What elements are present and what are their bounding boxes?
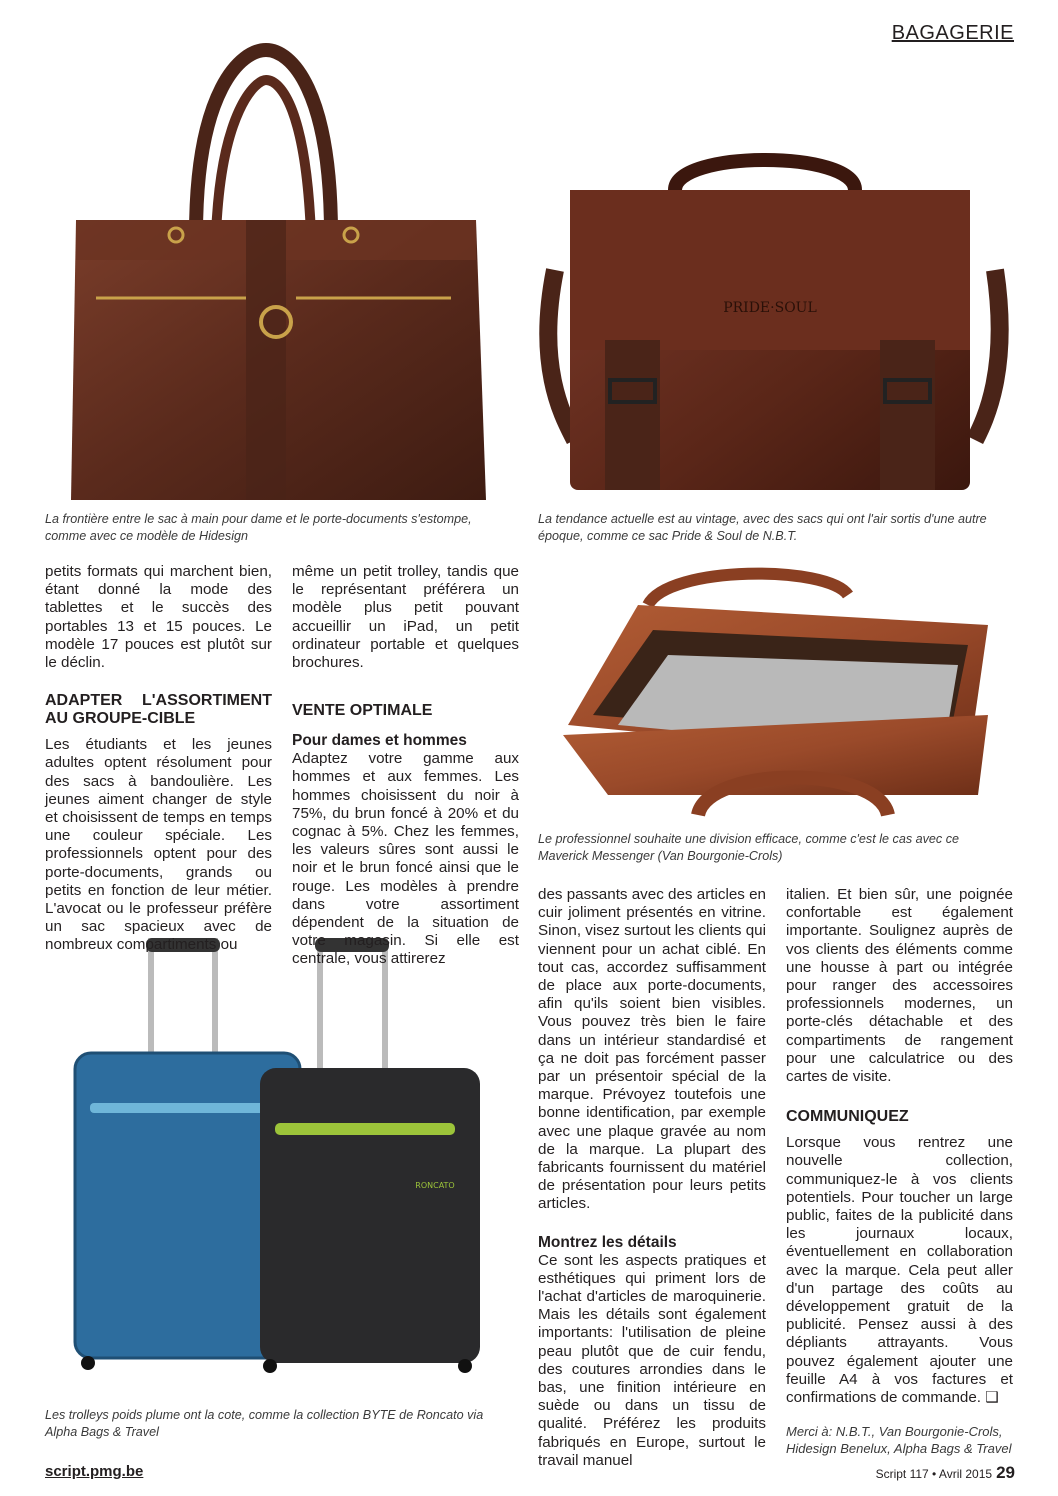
- footer-website-link[interactable]: script.pmg.be: [45, 1463, 144, 1480]
- caption-maverick: Le professionnel souhaite une division efficace, comme c'est le cas avec ce Maverick Messenger (Van Bourgonie-Crols): [538, 832, 960, 863]
- heading-vente-optimale: VENTE OPTIMALE: [292, 702, 433, 720]
- col3-body2: Ce sont les aspects pratiques et esthétiques qui priment lors de l'achat d'articles de maroquinerie. Mais les détails sont également importants: l'utilisation de pleine peau plutôt que de cuir fendu, des coutures arrondies dans le bas, une finition intérieure en suède ou dans un tissu de qualité. Préférez les produits fabriqués en Europe, surtout le travail manuel: [538, 1251, 766, 1469]
- col4-body: italien. Et bien sûr, une poignée confortable est également importante. Soulignez auprès de vos clients des éléments comme une housse à part ou intégrée pour ranger des accessoires professionnels modernes, un porte-clés détachable et des compartiments de rangement pour une calculatrice ou des cartes de visite.: [786, 886, 1013, 1086]
- section-tag: BAGAGERIE: [891, 22, 1014, 44]
- caption-pride-soul: La tendance actuelle est au vintage, avec des sacs qui ont l'air sortis d'une autre époque, comme ce sac Pride & Soul de N.B.T.: [538, 512, 987, 543]
- credits: Merci à: N.B.T., Van Bourgonie-Crols, Hidesign Benelux, Alpha Bags & Travel: [786, 1424, 1012, 1457]
- subheading-montrez-details: Montrez les détails: [538, 1233, 677, 1251]
- column-2: [292, 563, 519, 969]
- column-3: [538, 886, 766, 1470]
- roncato-logo: RONCATO: [415, 1181, 455, 1190]
- pride-soul-bag-photo: [535, 150, 1010, 505]
- maverick-bag-photo: [548, 565, 1008, 825]
- subheading-dames-hommes: Pour dames et hommes: [292, 732, 467, 750]
- pride-soul-logo: PRIDE·SOUL: [723, 300, 817, 316]
- caption-roncato: Les trolleys poids plume ont la cote, comme la collection BYTE de Roncato via Alpha Bags & Travel: [45, 1408, 484, 1439]
- col1-body: Les étudiants et les jeunes adultes optent résolument pour des sacs à bandoulière. Les jeunes aiment changer de style et choisissent de temps en temps une couleur spéciale. Les professionnels optent pour des porte-documents, grands ou petits en fonction de leur métier. L'avocat ou le professeur préfère un sac spacieux avec de nombreux compartiments ou: [45, 736, 272, 954]
- page-number: 29: [996, 1463, 1015, 1482]
- col2-body: Adaptez votre gamme aux hommes et aux femmes. Les hommes choisissent du noir à 75%, du brun foncé à 20% et du cognac à 5%. Chez les femmes, les valeurs sûres sont aussi le noir et le brun foncé ainsi que le rouge. Les modèles à prendre dans votre assortiment dépendent de la situation de votre magasin. Si elle est centrale, vous attirerez: [292, 750, 519, 968]
- col3-body: des passants avec des articles en cuir joliment présentés en vitrine. Sinon, visez surtout les clients qui viennent pour un achat ciblé. En tout cas, accordez suffisamment de place aux porte-documents, afin qu'ils soient bien visibles. Vous pouvez très bien le faire dans un intérieur standardisé et ça ne doit pas forcément passer par un présentoir spécial de la marque. Prévoyez toutefois une bonne identification, par exemple avec une plaque gravée au nom de la marque. La plupart des fabricants fournissent du matériel de présentation pour leurs petits articles.: [538, 886, 766, 1213]
- footer-issue: Script 117 • Avril 2015: [875, 1467, 993, 1481]
- heading-adapter-assortiment: ADAPTER L'ASSORTIMENT AU GROUPE-CIBLE: [45, 692, 272, 728]
- heading-communiquez: COMMUNIQUEZ: [786, 1108, 909, 1126]
- column-4: [786, 886, 1013, 1457]
- caption-hidesign: La frontière entre le sac à main pour dame et le porte-documents s'estompe, comme avec ce modèle de Hidesign: [45, 512, 472, 543]
- col2-intro: même un petit trolley, tandis que le représentant préférera un modèle plus petit pouvant accueillir un iPad, un petit ordinateur portable et quelques brochures.: [292, 563, 519, 672]
- col1-intro: petits formats qui marchent bien, étant donné la mode des tablettes et le succès des portables 13 et 15 pouces. Le modèle 17 pouces est plutôt sur le déclin.: [45, 563, 272, 672]
- footer-page-info: [876, 1463, 1015, 1483]
- col4-body2: Lorsque vous rentrez une nouvelle collection, communiquez-le à vos clients potentiels. Pour toucher un large public, faites de la publicité dans les journaux locaux, éventuellement en collaboration avec la marque. Cela peut aller d'un partage des coûts au développement gratuit de la publicité. Pensez aussi à des dépliants attrayants. Vous pouvez également ajouter une feuille A4 à vos factures et confirmations de commande. ❑: [786, 1134, 1013, 1407]
- roncato-trolleys-photo: [70, 938, 500, 1378]
- column-1: [45, 563, 272, 955]
- hidesign-bag-photo: [66, 30, 500, 505]
